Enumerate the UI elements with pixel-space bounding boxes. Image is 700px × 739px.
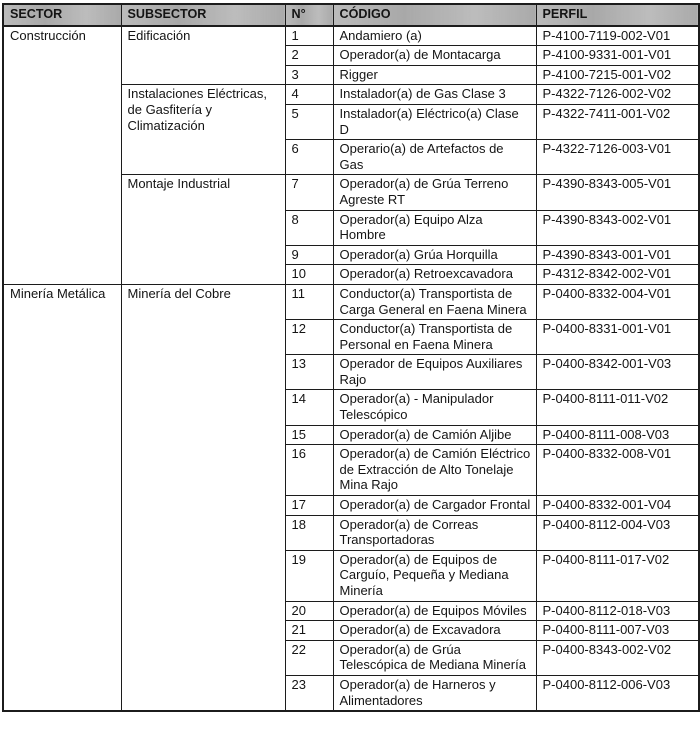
table-header-row: [3, 4, 699, 26]
n-cell: 11: [285, 284, 333, 319]
perfil-cell: P-0400-8111-011-V02: [536, 390, 699, 425]
n-cell: 8: [285, 210, 333, 245]
perfil-cell: P-0400-8111-008-V03: [536, 425, 699, 445]
column-header-codigo: CÓDIGO: [333, 4, 536, 26]
n-cell: 16: [285, 445, 333, 496]
n-cell: 21: [285, 621, 333, 641]
codigo-cell: Operador(a) de Camión Aljibe: [333, 425, 536, 445]
n-cell: 5: [285, 104, 333, 139]
perfil-cell: P-0400-8332-008-V01: [536, 445, 699, 496]
profiles-table: [2, 3, 700, 712]
n-cell: 19: [285, 550, 333, 601]
codigo-cell: Conductor(a) Transportista de Personal en Faena Minera: [333, 320, 536, 355]
codigo-cell: Operador(a) Grúa Horquilla: [333, 245, 536, 265]
n-cell: 23: [285, 675, 333, 711]
codigo-cell: Operario(a) de Artefactos de Gas: [333, 140, 536, 175]
perfil-cell: P-4390-8343-002-V01: [536, 210, 699, 245]
perfil-cell: P-0400-8112-018-V03: [536, 601, 699, 621]
column-header-sector: SECTOR: [3, 4, 121, 26]
column-header-n: N°: [285, 4, 333, 26]
n-cell: 17: [285, 496, 333, 516]
subsector-cell: Montaje Industrial: [121, 175, 285, 285]
perfil-cell: P-4322-7126-002-V02: [536, 85, 699, 105]
n-cell: 7: [285, 175, 333, 210]
perfil-cell: P-0400-8332-004-V01: [536, 284, 699, 319]
codigo-cell: Operador(a) de Equipos Móviles: [333, 601, 536, 621]
codigo-cell: Operador(a) de Camión Eléctrico de Extracción de Alto Tonelaje Mina Rajo: [333, 445, 536, 496]
perfil-cell: P-4100-7215-001-V02: [536, 65, 699, 85]
sector-cell: Minería Metálica: [3, 284, 121, 711]
codigo-cell: Operador(a) de Grúa Terreno Agreste RT: [333, 175, 536, 210]
codigo-cell: Operador(a) Retroexcavadora: [333, 265, 536, 285]
codigo-cell: Operador(a) de Cargador Frontal: [333, 496, 536, 516]
perfil-cell: P-0400-8112-006-V03: [536, 675, 699, 711]
n-cell: 10: [285, 265, 333, 285]
codigo-cell: Operador(a) de Grúa Telescópica de Mediana Minería: [333, 640, 536, 675]
codigo-cell: Operador de Equipos Auxiliares Rajo: [333, 355, 536, 390]
sector-cell: Construcción: [3, 26, 121, 285]
table-row: [3, 26, 699, 46]
n-cell: 22: [285, 640, 333, 675]
codigo-cell: Operador(a) de Correas Transportadoras: [333, 515, 536, 550]
n-cell: 14: [285, 390, 333, 425]
codigo-cell: Conductor(a) Transportista de Carga General en Faena Minera: [333, 284, 536, 319]
table-row: [3, 284, 699, 319]
table-body: [3, 26, 699, 712]
n-cell: 2: [285, 46, 333, 66]
codigo-cell: Andamiero (a): [333, 26, 536, 46]
n-cell: 12: [285, 320, 333, 355]
subsector-cell: Instalaciones Eléctricas, de Gasfitería y Climatización: [121, 85, 285, 175]
codigo-cell: Operador(a) de Montacarga: [333, 46, 536, 66]
n-cell: 6: [285, 140, 333, 175]
codigo-cell: Operador(a) de Excavadora: [333, 621, 536, 641]
perfil-cell: P-4100-7119-002-V01: [536, 26, 699, 46]
perfil-cell: P-4322-7126-003-V01: [536, 140, 699, 175]
perfil-cell: P-4390-8343-001-V01: [536, 245, 699, 265]
n-cell: 15: [285, 425, 333, 445]
column-header-perfil: PERFIL: [536, 4, 699, 26]
perfil-cell: P-0400-8343-002-V02: [536, 640, 699, 675]
n-cell: 1: [285, 26, 333, 46]
perfil-cell: P-4322-7411-001-V02: [536, 104, 699, 139]
perfil-cell: P-0400-8111-007-V03: [536, 621, 699, 641]
perfil-cell: P-0400-8331-001-V01: [536, 320, 699, 355]
n-cell: 3: [285, 65, 333, 85]
codigo-cell: Operador(a) de Harneros y Alimentadores: [333, 675, 536, 711]
column-header-subsector: SUBSECTOR: [121, 4, 285, 26]
codigo-cell: Operador(a) de Equipos de Carguío, Pequeña y Mediana Minería: [333, 550, 536, 601]
n-cell: 9: [285, 245, 333, 265]
subsector-cell: Edificación: [121, 26, 285, 85]
subsector-cell: Minería del Cobre: [121, 284, 285, 711]
codigo-cell: Operador(a) Equipo Alza Hombre: [333, 210, 536, 245]
perfil-cell: P-4100-9331-001-V01: [536, 46, 699, 66]
n-cell: 18: [285, 515, 333, 550]
perfil-cell: P-4390-8343-005-V01: [536, 175, 699, 210]
codigo-cell: Instalador(a) de Gas Clase 3: [333, 85, 536, 105]
perfil-cell: P-0400-8342-001-V03: [536, 355, 699, 390]
codigo-cell: Instalador(a) Eléctrico(a) Clase D: [333, 104, 536, 139]
n-cell: 4: [285, 85, 333, 105]
n-cell: 20: [285, 601, 333, 621]
codigo-cell: Operador(a) - Manipulador Telescópico: [333, 390, 536, 425]
perfil-cell: P-4312-8342-002-V01: [536, 265, 699, 285]
codigo-cell: Rigger: [333, 65, 536, 85]
perfil-cell: P-0400-8332-001-V04: [536, 496, 699, 516]
perfil-cell: P-0400-8112-004-V03: [536, 515, 699, 550]
perfil-cell: P-0400-8111-017-V02: [536, 550, 699, 601]
n-cell: 13: [285, 355, 333, 390]
